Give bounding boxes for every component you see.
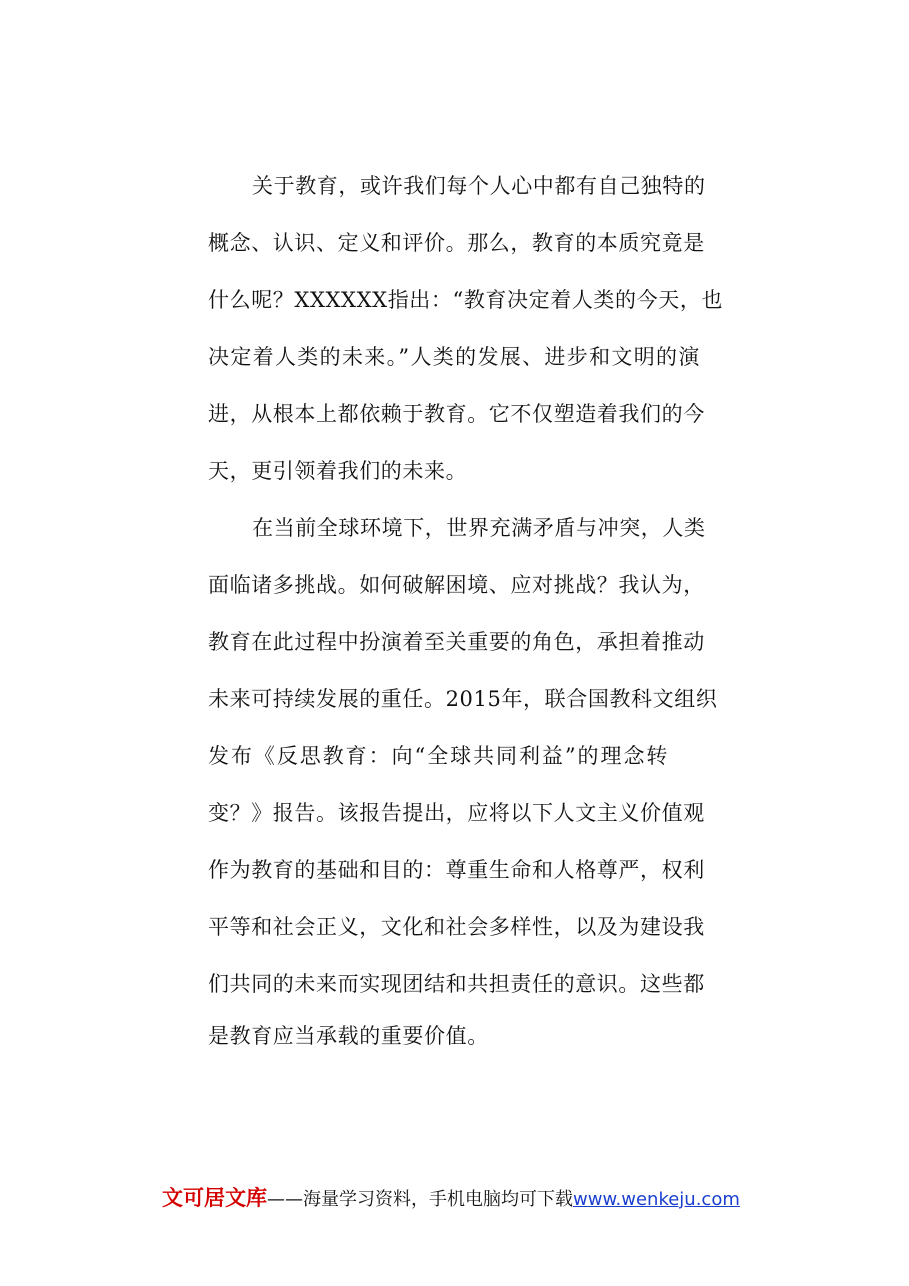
paragraph-2-line-4: 未来可持续发展的重任。2015年，联合国教科文组织: [208, 687, 718, 711]
paragraph-2-line-8: 平等和社会正义，文化和社会多样性，以及为建设我: [208, 915, 705, 939]
paragraph-1-line-6: 天，更引领着我们的未来。: [208, 459, 468, 483]
paragraph-2-line-9: 们共同的未来而实现团结和共担责任的意识。这些都: [208, 972, 705, 996]
footer-banner: [162, 1182, 782, 1212]
paragraph-2-line-2: 面临诸多挑战。如何破解困境、应对挑战？我认为，: [208, 573, 705, 597]
paragraph-1-line-5: 进，从根本上都依赖于教育。它不仅塑造着我们的今: [208, 402, 705, 426]
footer-brand: 文可居文库: [162, 1186, 267, 1210]
paragraph-1-line-2: 概念、认识、定义和评价。那么，教育的本质究竟是: [208, 231, 705, 255]
footer-tagline: ——海量学习资料，手机电脑均可下载: [267, 1189, 573, 1210]
paragraph-2-line-7: 作为教育的基础和目的：尊重生命和人格尊严，权利: [208, 858, 705, 882]
paragraph-1-line-3: 什么呢？XXXXXX指出：“教育决定着人类的今天，也: [208, 288, 724, 312]
paragraph-1-line-4: 决定着人类的未来。”人类的发展、进步和文明的演: [208, 345, 700, 369]
paragraph-2-line-10: 是教育应当承载的重要价值。: [208, 1024, 489, 1048]
paragraph-2-line-3: 教育在此过程中扮演着至关重要的角色，承担着推动: [208, 630, 705, 654]
paragraph-1-line-1: 关于教育，或许我们每个人心中都有自己独特的: [252, 174, 706, 198]
footer-site-link[interactable]: www.wenkeju.com: [573, 1189, 740, 1210]
paragraph-2-line-1: 在当前全球环境下，世界充满矛盾与冲突，人类: [252, 516, 706, 540]
paragraph-2-line-5: 发布《反思教育：向“全球共同利益”的理念转: [208, 744, 668, 768]
paragraph-2-line-6: 变？》报告。该报告提出，应将以下人文主义价值观: [208, 801, 705, 825]
